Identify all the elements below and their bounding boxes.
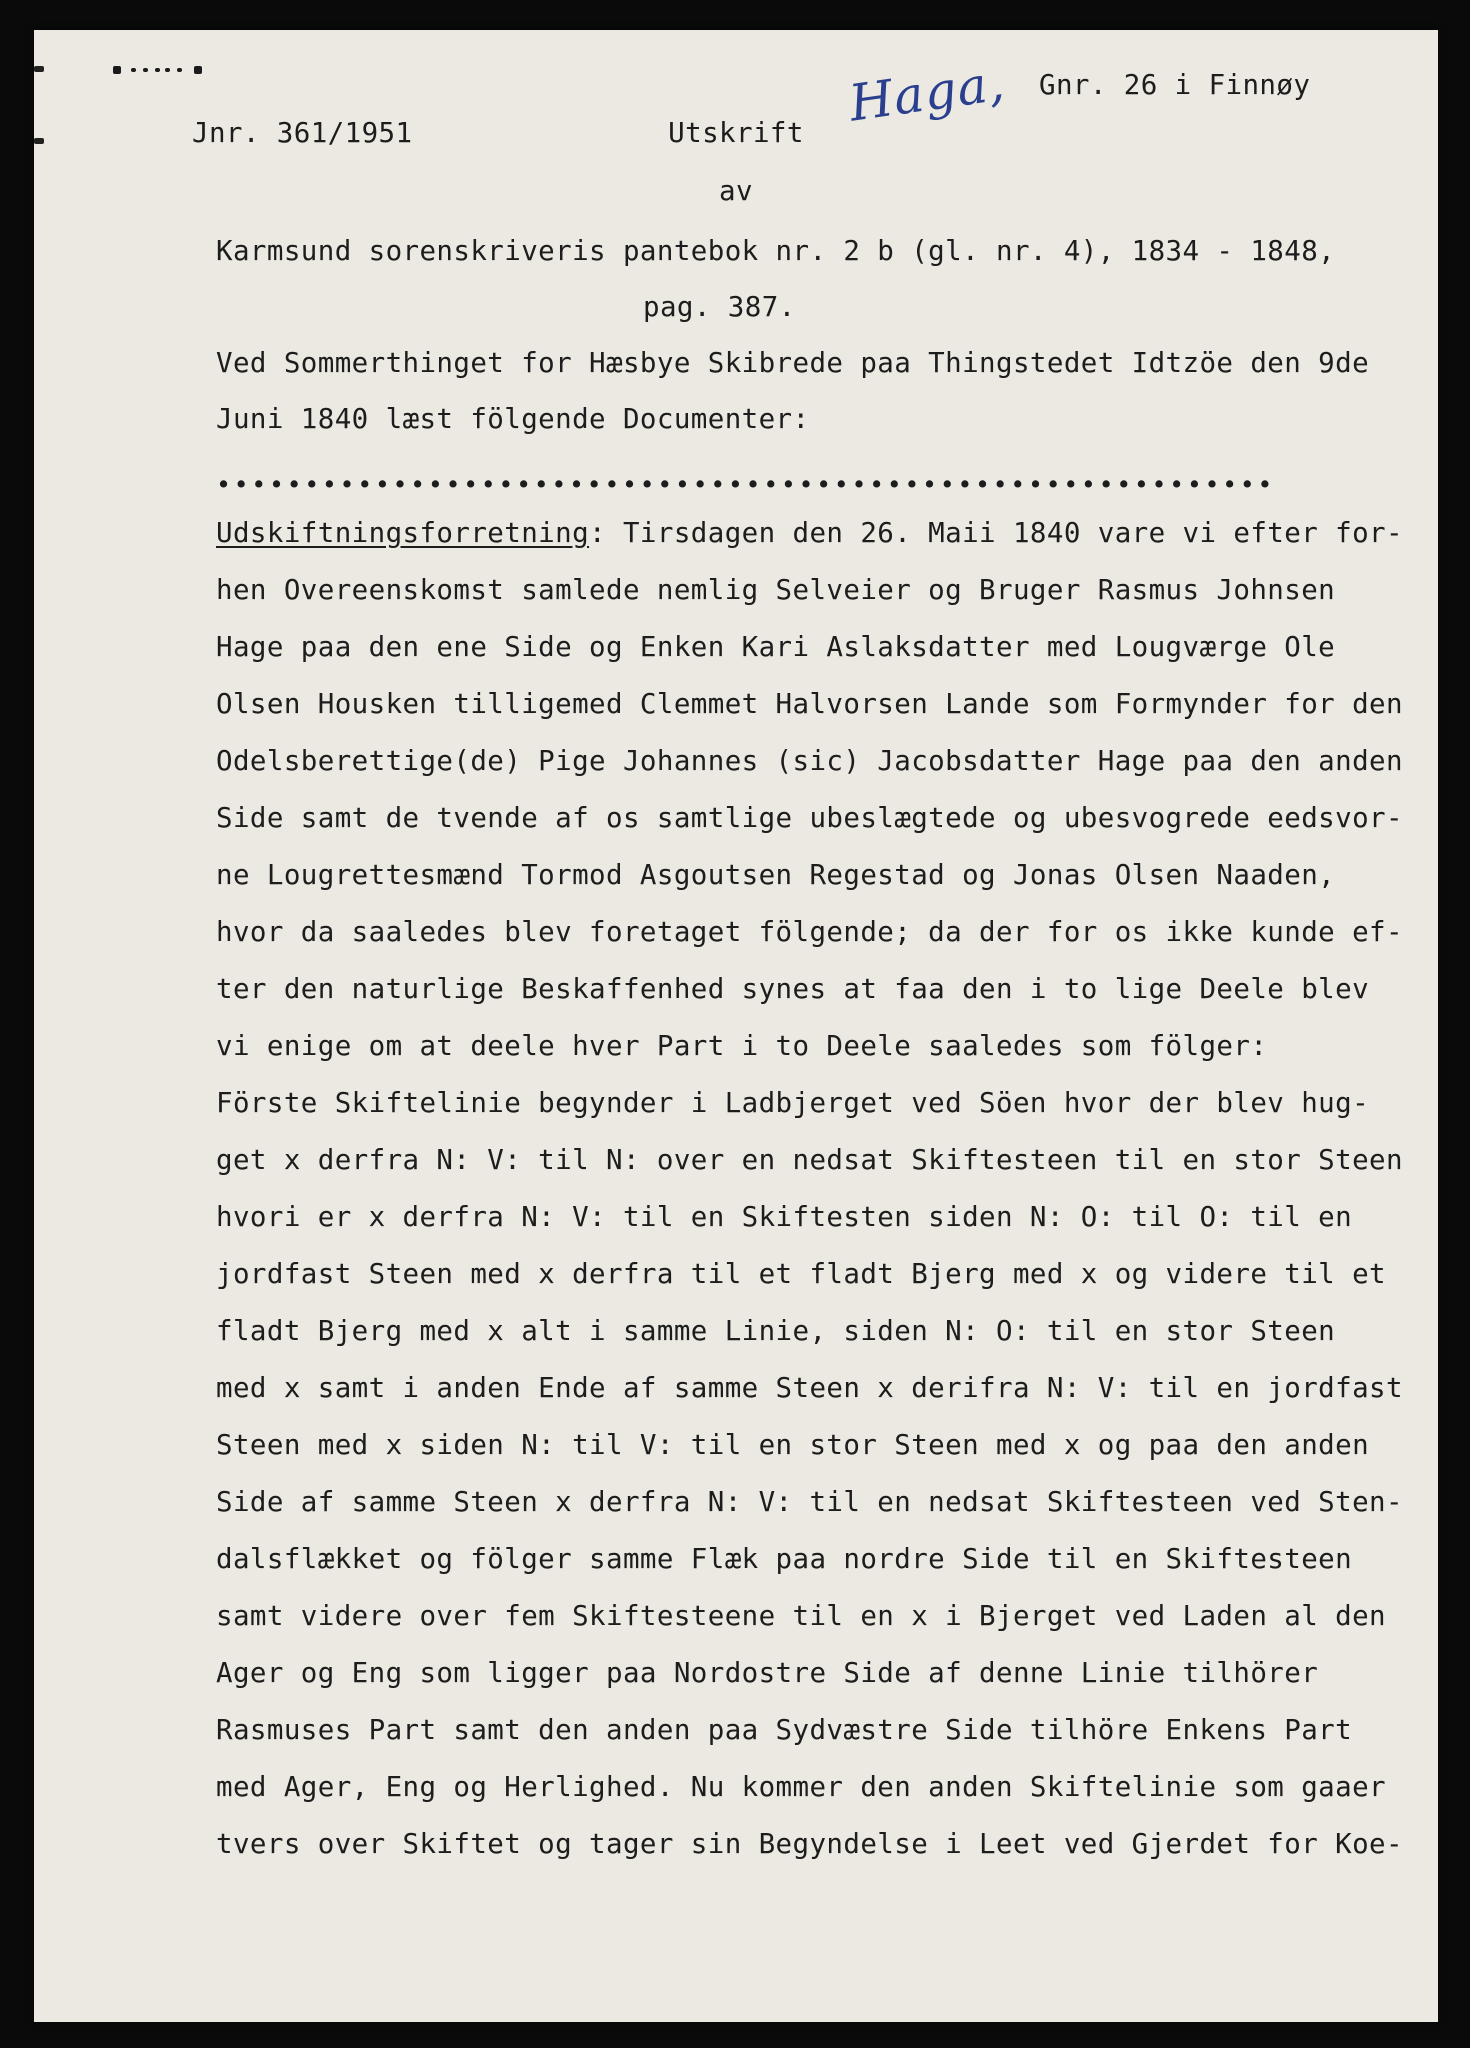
- punch-hole: [165, 68, 170, 72]
- body-line: Olsen Housken tilligemed Clemmet Halvorsen Lande som Formynder for den: [216, 688, 1403, 720]
- page-reference: pag. 387.: [643, 291, 796, 323]
- body-line: Förste Skiftelinie begynder i Ladbjerget ved Söen hvor der blev hug-: [216, 1087, 1370, 1119]
- binding-mark: [34, 66, 44, 72]
- property-reference: Gnr. 26 i Finnøy: [1039, 69, 1311, 101]
- body-line: ter den naturlige Beskaffenhed synes at faa den i to lige Deele blev: [216, 973, 1370, 1005]
- punch-hole: [131, 68, 136, 72]
- body-line: tvers over Skiftet og tager sin Begyndelse i Leet ved Gjerdet for Koe-: [216, 1828, 1403, 1860]
- punch-hole: [177, 68, 182, 72]
- body-line: Side af samme Steen x derfra N: V: til en nedsat Skiftesteen ved Sten-: [216, 1486, 1403, 1518]
- body-line: Rasmuses Part samt den anden paa Sydvæstre Side tilhöre Enkens Part: [216, 1714, 1353, 1746]
- body-line: samt videre over fem Skiftesteene til en x i Bjerget ved Laden al den: [216, 1600, 1386, 1632]
- body-line: [216, 517, 1403, 549]
- body-line-continuation: : Tirsdagen den 26. Maii 1840 vare vi efter for-: [589, 517, 1403, 549]
- document-page: [34, 30, 1438, 2022]
- punch-hole: [155, 68, 160, 72]
- handwritten-annotation: Haga,: [845, 53, 1009, 133]
- section-heading: Udskiftningsforretning: [216, 517, 590, 549]
- body-line: fladt Bjerg med x alt i samme Linie, siden N: O: til en stor Steen: [216, 1315, 1336, 1347]
- punch-hole: [194, 66, 202, 74]
- body-line: vi enige om at deele hver Part i to Deele saaledes som fölger:: [216, 1030, 1268, 1062]
- body-line: hen Overeenskomst samlede nemlig Selveier og Bruger Rasmus Johnsen: [216, 574, 1336, 606]
- body-line: Hage paa den ene Side og Enken Kari Aslaksdatter med Lougværge Ole: [216, 631, 1336, 663]
- punch-hole: [113, 66, 121, 74]
- body-line: hvori er x derfra N: V: til en Skiftesten siden N: O: til O: til en: [216, 1201, 1353, 1233]
- source-reference: Karmsund sorenskriveris pantebok nr. 2 b (gl. nr. 4), 1834 - 1848,: [216, 235, 1336, 267]
- dotted-separator: ••••••••••••••••••••••••••••••••••••••••••••••••••••••••••••: [216, 470, 1276, 499]
- body-line: Ager og Eng som ligger paa Nordostre Side af denne Linie tilhörer: [216, 1657, 1319, 1689]
- journal-number: Jnr. 361/1951: [192, 117, 413, 149]
- body-line: dalsflække​t og fölger samme Flæk paa nordre Side til en Skiftesteen: [216, 1543, 1353, 1575]
- body-line: hvor da saaledes blev foretaget fölgende; da der for os ikke kunde ef-: [216, 916, 1403, 948]
- intro-line: Ved Sommerthinget for Hæsbye Skibrede paa Thingstedet Idtzöe den 9de: [216, 347, 1370, 379]
- body-line: Side samt de tvende af os samtlige ubeslægtede og ubesvogrede eedsvor-: [216, 802, 1403, 834]
- body-line: Steen med x siden N: til V: til en stor Steen med x og paa den anden: [216, 1429, 1370, 1461]
- body-line: ne Lougrettesmænd Tormod Asgoutsen Regestad og Jonas Olsen Naaden,: [216, 859, 1336, 891]
- body-line: med Ager, Eng og Herlighed. Nu kommer den anden Skiftelinie som gaaer: [216, 1771, 1386, 1803]
- body-line: med x samt i anden Ende af samme Steen x derifra N: V: til en jordfast: [216, 1372, 1403, 1404]
- document-title: Utskrift: [668, 117, 804, 149]
- body-line: jordfast Steen med x derfra til et fladt Bjerg med x og videre til et: [216, 1258, 1386, 1290]
- intro-line: Juni 1840 læst fölgende Documenter:: [216, 403, 810, 435]
- title-av: av: [719, 175, 753, 207]
- body-line: get x derfra N: V: til N: over en nedsat Skiftesteen til en stor Steen: [216, 1144, 1403, 1176]
- punch-hole: [143, 68, 148, 72]
- body-line: Odelsberettige(de) Pige Johannes (sic) Jacobsdatter Hage paa den anden: [216, 745, 1403, 777]
